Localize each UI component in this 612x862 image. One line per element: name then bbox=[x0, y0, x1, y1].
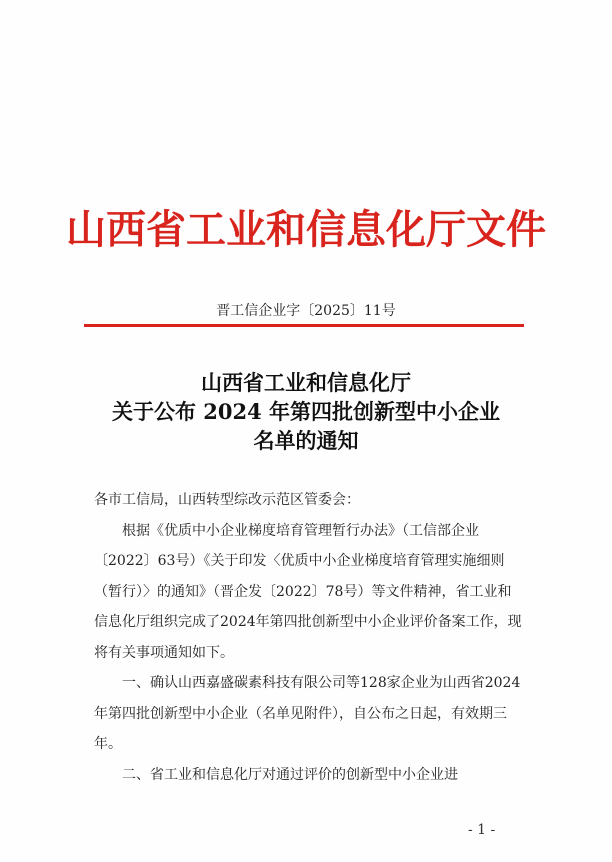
red-divider-line bbox=[84, 324, 524, 327]
document-header-title: 山西省工业和信息化厅文件 bbox=[66, 206, 546, 253]
notice-subject bbox=[0, 368, 612, 455]
document-number: 晋工信企业字〔2025〕11号 bbox=[216, 303, 396, 319]
notice-body bbox=[94, 485, 524, 790]
body-paragraph-1: 根据《优质中小企业梯度培育管理暂行办法》（工信部企业〔2022〕63号）《关于印发〈优质中小企业梯度培育管理实施细则（暂行）〉的通知》（晋企发〔2022〕78号）等文件精神，省工业和信息化厅组织完成了2024年第四批创新型中小企业评价备案工作，现将有关事项通知如下。 bbox=[94, 522, 522, 661]
subject-line-3: 名单的通知 bbox=[253, 428, 359, 453]
salutation: 各市工信局，山西转型综改示范区管委会： bbox=[94, 492, 360, 508]
body-paragraph-2: 一、确认山西嘉盛碳素科技有限公司等128家企业为山西省2024年第四批创新型中小企业（名单见附件），自公布之日起，有效期三年。 bbox=[94, 675, 521, 752]
subject-line-1: 山西省工业和信息化厅 bbox=[201, 370, 411, 395]
body-paragraph-3: 二、省工业和信息化厅对通过评价的创新型中小企业进 bbox=[122, 766, 458, 783]
subject-line-2: 关于公布 2024 年第四批创新型中小企业 bbox=[111, 399, 501, 424]
page-number: - 1 - bbox=[468, 822, 496, 838]
